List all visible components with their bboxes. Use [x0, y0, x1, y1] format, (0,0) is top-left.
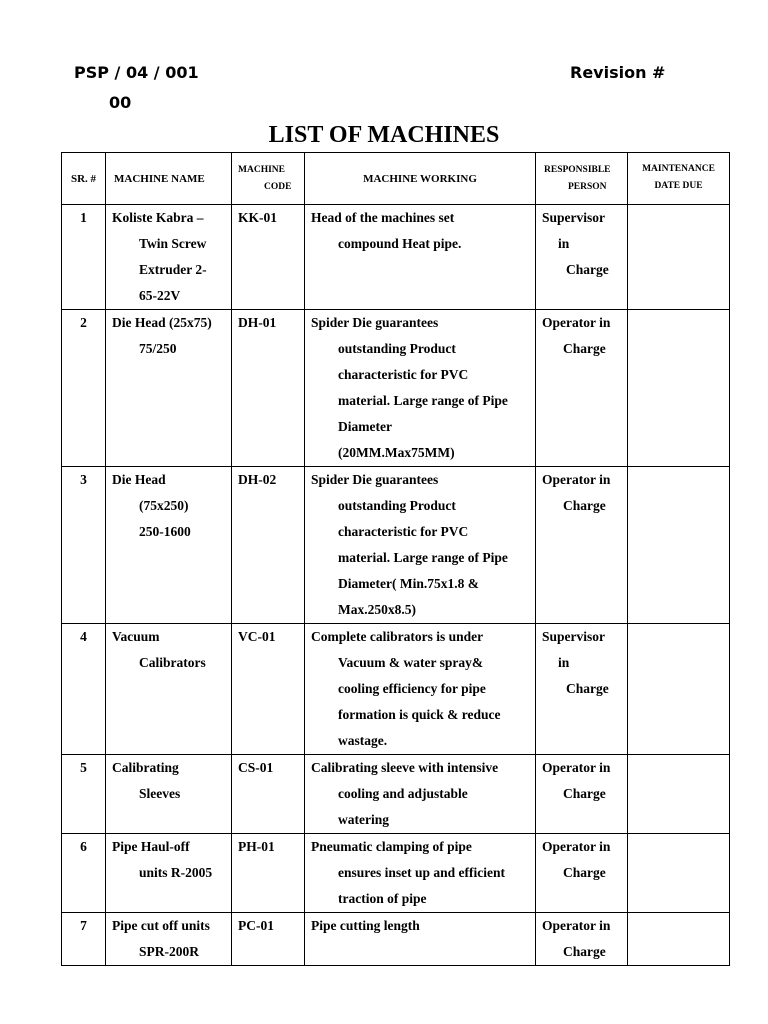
cell-machine-code	[232, 205, 305, 310]
table-row	[62, 834, 730, 913]
cell-line: cooling efficiency for pipe	[338, 681, 486, 696]
cell-line: Calibrating sleeve with intensive	[311, 760, 499, 775]
document-number: PSP / 04 / 001	[74, 63, 199, 82]
cell-line: wastage.	[338, 733, 388, 748]
cell-responsible-person	[536, 467, 628, 624]
cell-line: Pneumatic clamping of pipe	[311, 839, 472, 854]
table-row	[62, 624, 730, 755]
cell-line: compound Heat pipe.	[338, 236, 462, 251]
cell-line: Koliste Kabra –	[112, 210, 204, 225]
cell-line: cooling and adjustable	[338, 786, 468, 801]
maintenance-header-line1: MAINTENANCE	[642, 164, 715, 174]
cell-line: Spider Die guarantees	[311, 472, 439, 487]
cell-sr	[62, 913, 106, 966]
column-header-machine-code	[232, 153, 305, 205]
cell-line: Vacuum & water spray&	[338, 655, 484, 670]
cell-responsible-person	[536, 310, 628, 467]
cell-line: Charge	[563, 865, 606, 880]
cell-machine-working	[305, 834, 536, 913]
cell-line: Head of the machines set	[311, 210, 455, 225]
cell-machine-name	[106, 834, 232, 913]
column-header-responsible-person	[536, 153, 628, 205]
cell-line: 65-22V	[139, 288, 181, 303]
cell-line: Diameter( Min.75x1.8 &	[338, 576, 479, 591]
cell-line: Calibrators	[139, 655, 206, 670]
cell-line: Complete calibrators is under	[311, 629, 484, 644]
responsible-header-line2: PERSON	[568, 181, 607, 192]
cell-line: Diameter	[338, 419, 392, 434]
cell-machine-code	[232, 755, 305, 834]
machine-code: PC-01	[238, 918, 274, 933]
cell-line: units R-2005	[139, 865, 213, 880]
cell-maintenance-date	[628, 624, 730, 755]
cell-responsible-person	[536, 913, 628, 966]
cell-sr	[62, 624, 106, 755]
cell-machine-name	[106, 467, 232, 624]
cell-machine-working	[305, 755, 536, 834]
cell-line: Operator in	[542, 760, 611, 775]
machine-code: DH-02	[238, 472, 277, 487]
sr-number: 6	[80, 839, 87, 854]
cell-machine-working	[305, 624, 536, 755]
cell-line: characteristic for PVC	[338, 524, 469, 539]
cell-line: (20MM.Max75MM)	[338, 445, 455, 460]
responsible-header-line1: RESPONSIBLE	[544, 164, 611, 175]
table-row	[62, 467, 730, 624]
cell-line: Sleeves	[139, 786, 181, 801]
cell-machine-code	[232, 467, 305, 624]
cell-line: formation is quick & reduce	[338, 707, 501, 722]
cell-machine-working	[305, 467, 536, 624]
cell-line: Operator in	[542, 918, 611, 933]
cell-machine-working	[305, 310, 536, 467]
cell-line: characteristic for PVC	[338, 367, 469, 382]
cell-sr	[62, 310, 106, 467]
cell-line: Die Head (25x75)	[112, 315, 212, 330]
cell-sr	[62, 205, 106, 310]
sr-number: 1	[80, 210, 87, 225]
table-row	[62, 205, 730, 310]
cell-machine-code	[232, 310, 305, 467]
cell-line: material. Large range of Pipe	[338, 393, 508, 408]
revision-label: Revision #	[570, 63, 666, 82]
cell-line: Charge	[566, 262, 609, 277]
cell-sr	[62, 834, 106, 913]
table-header-row	[62, 153, 730, 205]
cell-machine-name	[106, 310, 232, 467]
cell-machine-name	[106, 913, 232, 966]
cell-line: ensures inset up and efficient	[338, 865, 506, 880]
cell-machine-code	[232, 624, 305, 755]
table-row	[62, 310, 730, 467]
machine-code: PH-01	[238, 839, 275, 854]
cell-sr	[62, 755, 106, 834]
cell-line: Operator in	[542, 472, 611, 487]
document-number-continued: 00	[109, 93, 132, 112]
cell-line: Charge	[563, 341, 606, 356]
cell-machine-working	[305, 913, 536, 966]
machine-code: DH-01	[238, 315, 277, 330]
cell-sr	[62, 467, 106, 624]
column-header-sr: SR. #	[62, 153, 106, 205]
column-header-machine-working: MACHINE WORKING	[305, 153, 536, 205]
column-header-maintenance-date-due	[628, 153, 730, 205]
cell-line: Operator in	[542, 315, 611, 330]
cell-line: Calibrating	[112, 760, 179, 775]
column-header-machine-name: MACHINE NAME	[106, 153, 232, 205]
cell-line: outstanding Product	[338, 341, 456, 356]
cell-maintenance-date	[628, 913, 730, 966]
cell-line: Pipe cutting length	[311, 918, 420, 933]
cell-maintenance-date	[628, 467, 730, 624]
cell-line: (75x250)	[139, 498, 189, 513]
cell-line: Supervisor	[542, 210, 606, 225]
cell-line: traction of pipe	[338, 891, 427, 906]
cell-machine-code	[232, 834, 305, 913]
cell-machine-name	[106, 205, 232, 310]
cell-line: Vacuum	[112, 629, 160, 644]
cell-line: Die Head	[112, 472, 166, 487]
cell-line: in	[558, 236, 570, 251]
table-row	[62, 755, 730, 834]
sr-number: 5	[80, 760, 87, 775]
cell-line: SPR-200R	[139, 944, 199, 959]
cell-maintenance-date	[628, 310, 730, 467]
cell-line: Max.250x8.5)	[338, 602, 416, 617]
cell-machine-working	[305, 205, 536, 310]
machine-code-header-line1: MACHINE	[238, 164, 285, 175]
cell-responsible-person	[536, 624, 628, 755]
cell-line: in	[558, 655, 570, 670]
cell-maintenance-date	[628, 205, 730, 310]
cell-line: Charge	[563, 944, 606, 959]
cell-line: material. Large range of Pipe	[338, 550, 508, 565]
cell-line: Spider Die guarantees	[311, 315, 439, 330]
machines-table	[61, 152, 730, 966]
cell-line: outstanding Product	[338, 498, 456, 513]
page-title: LIST OF MACHINES	[268, 122, 500, 148]
cell-line: 75/250	[139, 341, 177, 356]
cell-line: Extruder 2-	[139, 262, 207, 277]
cell-line: Supervisor	[542, 629, 606, 644]
cell-maintenance-date	[628, 834, 730, 913]
cell-line: Charge	[563, 498, 606, 513]
machine-code: CS-01	[238, 760, 274, 775]
cell-line: Pipe Haul-off	[112, 839, 190, 854]
cell-line: Pipe cut off units	[112, 918, 210, 933]
cell-responsible-person	[536, 755, 628, 834]
cell-machine-name	[106, 755, 232, 834]
sr-number: 3	[80, 472, 87, 487]
cell-line: Charge	[563, 786, 606, 801]
cell-line: Charge	[566, 681, 609, 696]
cell-line: watering	[338, 812, 389, 827]
machine-code: VC-01	[238, 629, 276, 644]
sr-number: 2	[80, 315, 87, 330]
machine-code-header-line2: CODE	[264, 181, 292, 192]
cell-line: Twin Screw	[139, 236, 207, 251]
cell-machine-name	[106, 624, 232, 755]
machine-code: KK-01	[238, 210, 277, 225]
sr-number: 4	[80, 629, 87, 644]
maintenance-header-line2: DATE DUE	[654, 181, 703, 191]
cell-responsible-person	[536, 205, 628, 310]
cell-machine-code	[232, 913, 305, 966]
table-row	[62, 913, 730, 966]
sr-number: 7	[80, 918, 87, 933]
cell-maintenance-date	[628, 755, 730, 834]
cell-line: Operator in	[542, 839, 611, 854]
cell-line: 250-1600	[139, 524, 191, 539]
cell-responsible-person	[536, 834, 628, 913]
